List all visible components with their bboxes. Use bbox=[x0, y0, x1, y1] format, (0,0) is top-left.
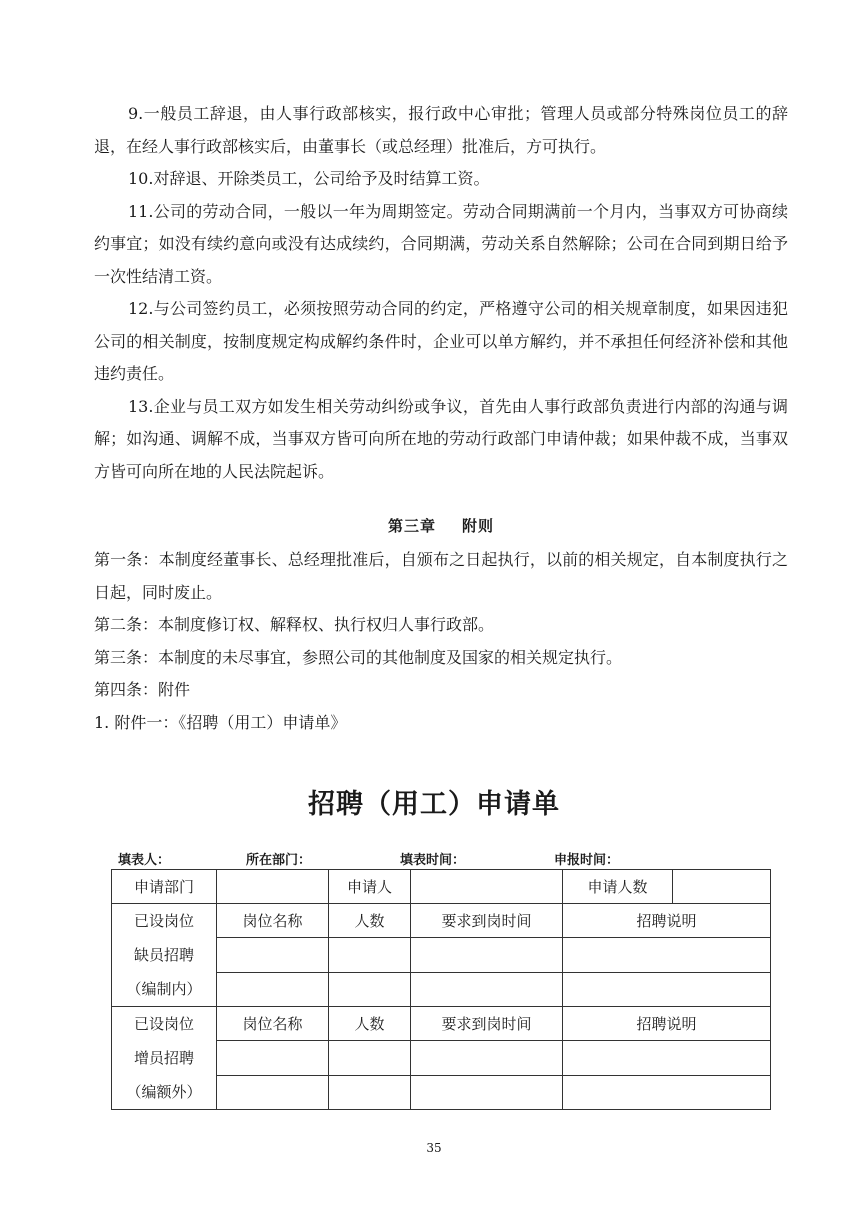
section2-side-label bbox=[112, 1007, 217, 1110]
apply-dept-label: 申请部门 bbox=[112, 870, 217, 904]
table-cell[interactable] bbox=[563, 972, 771, 1006]
meta-department: 所在部门： bbox=[246, 853, 312, 868]
headcount-label: 申请人数 bbox=[563, 870, 673, 904]
meta-fill-time: 填表时间： bbox=[400, 853, 466, 868]
body-text bbox=[94, 98, 788, 739]
chapter-name: 附则 bbox=[462, 517, 495, 535]
section2-header-count: 人数 bbox=[329, 1007, 411, 1041]
table-row bbox=[112, 1007, 771, 1041]
paragraph-13: 13.企业与员工双方如发生相关劳动纠纷或争议，首先由人事行政部负责进行内部的沟通与调解；如沟通、调解不成，当事双方皆可向所在地的劳动行政部门申请仲裁；如果仲裁不成，当事双方皆可向所在地的人民法院起诉。 bbox=[94, 396, 788, 481]
section2-side-line1: 已设岗位 bbox=[133, 1015, 194, 1033]
section1-side-line3: （编制内） bbox=[126, 980, 202, 998]
attachment-line: 1. 附件一：《招聘（用工）申请单》 bbox=[94, 712, 347, 732]
paragraph-9: 9.一般员工辞退，由人事行政部核实，报行政中心审批；管理人员或部分特殊岗位员工的辞退，在经人事行政部核实后，由董事长（或总经理）批准后，方可执行。 bbox=[94, 104, 788, 156]
applicant-label: 申请人 bbox=[329, 870, 411, 904]
section1-header-count: 人数 bbox=[329, 904, 411, 938]
section2-header-position: 岗位名称 bbox=[217, 1007, 329, 1041]
article-2: 第二条：本制度修订权、解释权、执行权归人事行政部。 bbox=[94, 615, 495, 634]
section1-header-position: 岗位名称 bbox=[217, 904, 329, 938]
table-cell[interactable] bbox=[217, 1075, 329, 1109]
table-cell[interactable] bbox=[411, 938, 563, 972]
section2-header-arrival: 要求到岗时间 bbox=[411, 1007, 563, 1041]
table-cell[interactable] bbox=[411, 1041, 563, 1075]
chapter-title bbox=[94, 510, 788, 542]
table-cell[interactable] bbox=[217, 938, 329, 972]
table-cell[interactable] bbox=[217, 1041, 329, 1075]
table-cell[interactable] bbox=[329, 1041, 411, 1075]
section2-side-line2: 增员招聘 bbox=[133, 1049, 194, 1067]
section1-side-line2: 缺员招聘 bbox=[133, 946, 194, 964]
table-cell[interactable] bbox=[329, 972, 411, 1006]
section2-header-notes: 招聘说明 bbox=[563, 1007, 771, 1041]
table-cell[interactable] bbox=[563, 938, 771, 972]
article-3: 第三条：本制度的未尽事宜，参照公司的其他制度及国家的相关规定执行。 bbox=[94, 647, 623, 667]
page-number: 35 bbox=[426, 1141, 442, 1155]
table-row bbox=[112, 904, 771, 938]
table-row bbox=[112, 870, 771, 904]
table-cell[interactable] bbox=[329, 1075, 411, 1109]
table-cell[interactable] bbox=[217, 972, 329, 1006]
table-cell[interactable] bbox=[329, 938, 411, 972]
section1-side-label bbox=[112, 904, 217, 1007]
apply-dept-value[interactable] bbox=[217, 870, 329, 904]
meta-report-time: 申报时间： bbox=[554, 853, 620, 868]
section1-side-line1: 已设岗位 bbox=[133, 912, 194, 930]
section1-header-arrival: 要求到岗时间 bbox=[411, 904, 563, 938]
headcount-value[interactable] bbox=[673, 870, 771, 904]
meta-filler: 填表人： bbox=[118, 853, 171, 868]
application-form-table bbox=[111, 869, 771, 1110]
paragraph-10: 10.对辞退、开除类员工，公司给予及时结算工资。 bbox=[128, 169, 490, 188]
article-4: 第四条：附件 bbox=[94, 680, 191, 699]
section1-header-notes: 招聘说明 bbox=[563, 904, 771, 938]
applicant-value[interactable] bbox=[411, 870, 563, 904]
section2-side-line3: （编额外） bbox=[126, 1083, 202, 1101]
table-cell[interactable] bbox=[411, 1075, 563, 1109]
chapter-number: 第三章 bbox=[387, 517, 436, 535]
paragraph-12: 12.与公司签约员工，必须按照劳动合同的约定，严格遵守公司的相关规章制度，如果因违犯公司的相关制度，按制度规定构成解约条件时，企业可以单方解约，并不承担任何经济补偿和其他违约责任。 bbox=[94, 299, 788, 383]
table-cell[interactable] bbox=[563, 1041, 771, 1075]
article-1: 第一条：本制度经董事长、总经理批准后，自颁布之日起执行，以前的相关规定，自本制度执行之日起，同时废止。 bbox=[94, 550, 788, 602]
form-title: 招聘（用工）申请单 bbox=[308, 789, 560, 820]
table-cell[interactable] bbox=[563, 1075, 771, 1109]
table-cell[interactable] bbox=[411, 972, 563, 1006]
paragraph-11: 11.公司的劳动合同，一般以一年为周期签定。劳动合同期满前一个月内，当事双方可协商续约事宜；如没有续约意向或没有达成续约，合同期满，劳动关系自然解除；公司在合同到期日给予一次性结清工资。 bbox=[94, 201, 788, 286]
